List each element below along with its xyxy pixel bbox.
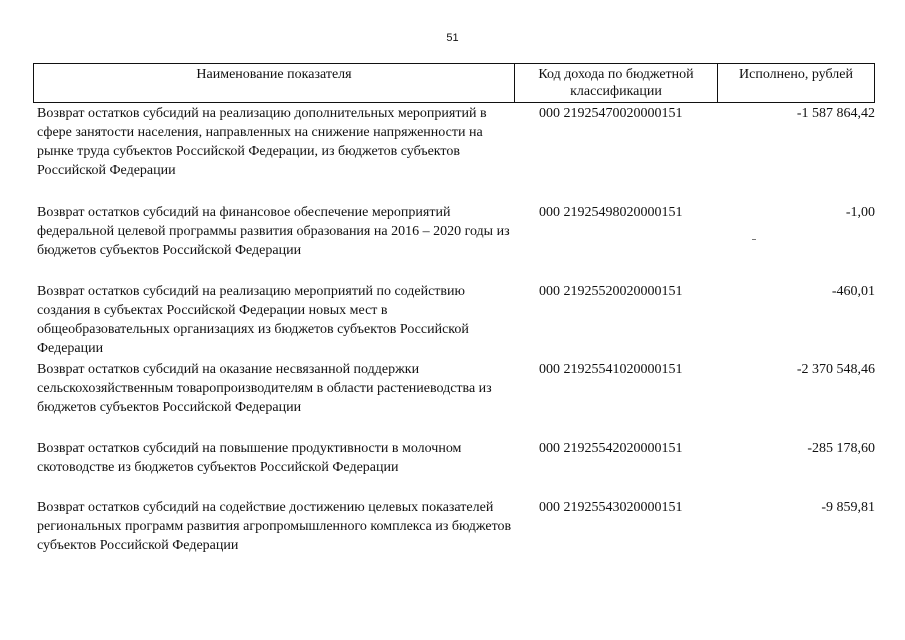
row-name: Возврат остатков субсидий на повышение продуктивности в молочном скотоводстве из бюджетов субъектов Российской Федерации xyxy=(37,441,462,475)
row-code: 000 21925498020000151 xyxy=(539,205,683,220)
header-code-column: Код дохода по бюджетной классификации xyxy=(515,64,718,102)
row-amount: -1,00 xyxy=(845,205,875,220)
row-name: Возврат остатков субсидий на реализацию дополнительных мероприятий в сфере занятости населения, направленных на снижение напряженности на рынке труда субъектов Российской Федерации, из бюджетов субъектов Российской Федерации xyxy=(37,106,487,178)
page-number: 51 xyxy=(446,32,459,44)
row-name: Возврат остатков субсидий на содействие достижению целевых показателей региональных программ развития агропромышленного комплекса из бюджетов субъектов Российской Федерации xyxy=(37,500,512,553)
row-code: 000 21925543020000151 xyxy=(539,500,683,515)
header-amount-column: Исполнено, рублей xyxy=(739,67,853,82)
row-amount: -285 178,60 xyxy=(807,441,875,456)
row-amount: -1 587 864,42 xyxy=(796,106,875,121)
row-name: Возврат остатков субсидий на реализацию мероприятий по содействию создания в субъектах Российской Федерации новых мест в общеобразовательных организациях из бюджетов субъектов Российской Федерации xyxy=(37,284,469,356)
row-code: 000 21925542020000151 xyxy=(539,441,683,456)
row-code: 000 21925520020000151 xyxy=(539,284,683,299)
scan-speck xyxy=(752,239,756,240)
row-amount: -2 370 548,46 xyxy=(796,362,875,377)
row-amount: -460,01 xyxy=(831,284,875,299)
row-amount: -9 859,81 xyxy=(821,500,875,515)
row-name: Возврат остатков субсидий на оказание несвязанной поддержки сельскохозяйственным товаропроизводителям в области растениеводства из бюджетов субъектов Российской Федерации xyxy=(37,362,492,415)
row-code: 000 21925541020000151 xyxy=(539,362,683,377)
table-header xyxy=(33,63,875,103)
row-name: Возврат остатков субсидий на финансовое обеспечение мероприятий федеральной целевой программы развития образования на 2016 – 2020 годы из бюджетов субъектов Российской Федерации xyxy=(37,205,510,258)
row-code: 000 21925470020000151 xyxy=(539,106,683,121)
header-name-column: Наименование показателя xyxy=(34,64,515,102)
